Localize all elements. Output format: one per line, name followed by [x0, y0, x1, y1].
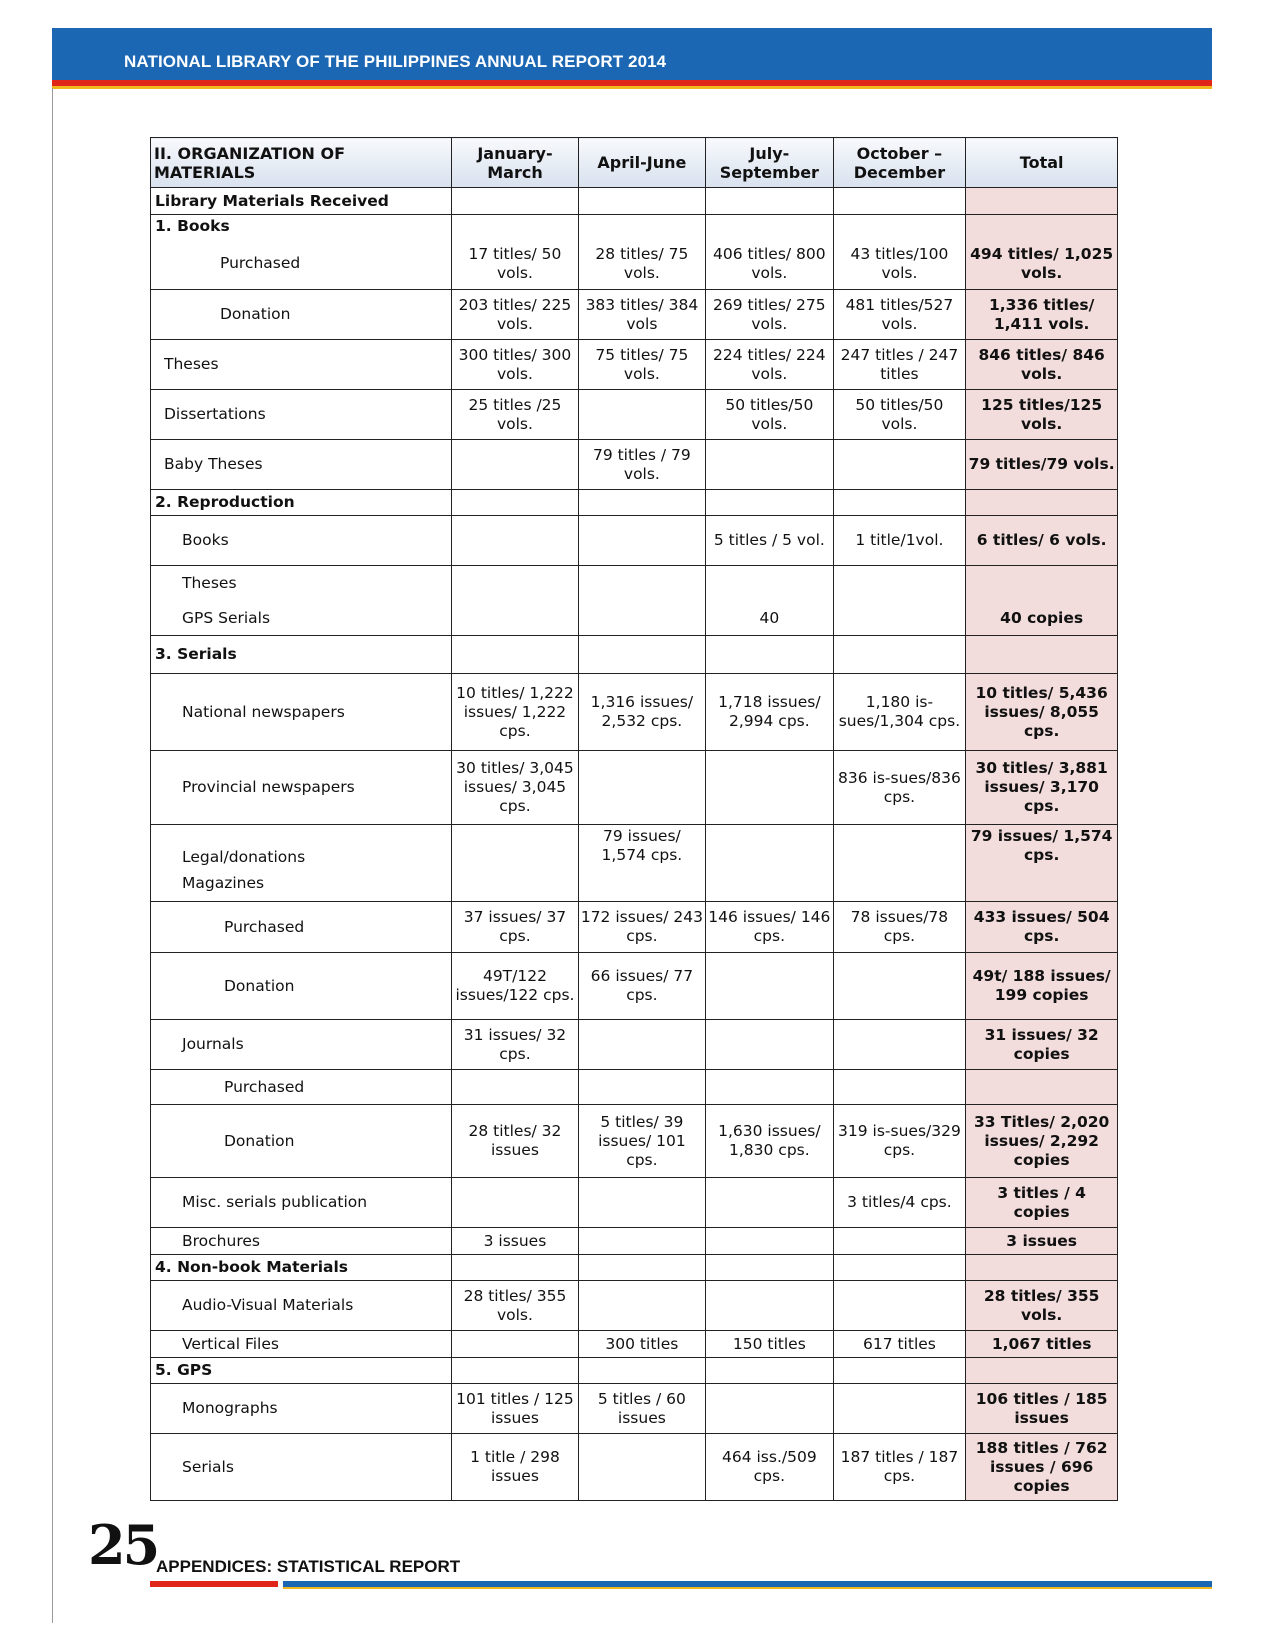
row-label: Legal/donations: [151, 825, 452, 867]
cell: [578, 1228, 705, 1255]
table-row: [151, 1070, 1118, 1105]
row-label: Theses: [151, 340, 452, 390]
table-row: [151, 188, 1118, 215]
cell: [706, 490, 833, 516]
row-label: Books: [151, 516, 452, 566]
table-row: [151, 566, 1118, 602]
total-cell: 33 Titles/ 2,020 issues/ 2,292 copies: [966, 1105, 1118, 1178]
cell: [706, 1255, 833, 1281]
total-cell: 30 titles/ 3,881 issues/ 3,170 cps.: [966, 751, 1118, 825]
cell: 617 titles: [833, 1331, 966, 1358]
table-row: [151, 1358, 1118, 1384]
table-row: [151, 1178, 1118, 1228]
cell: 383 titles/ 384 vols: [578, 290, 705, 340]
cell: 28 titles/ 32 issues: [452, 1105, 578, 1178]
table-row: [151, 953, 1118, 1020]
total-cell: [966, 1358, 1118, 1384]
total-cell: 31 issues/ 32 copies: [966, 1020, 1118, 1070]
cell: [706, 440, 833, 490]
table-row: [151, 1228, 1118, 1255]
cell: 187 titles / 187 cps.: [833, 1434, 966, 1501]
cell: 50 titles/50 vols.: [833, 390, 966, 440]
cell: 1 title/1vol.: [833, 516, 966, 566]
total-cell: 79 titles/79 vols.: [966, 440, 1118, 490]
cell: 464 iss./509 cps.: [706, 1434, 833, 1501]
cell: 3 titles/4 cps.: [833, 1178, 966, 1228]
cell: [833, 490, 966, 516]
cell: [706, 188, 833, 215]
table-row: [151, 636, 1118, 674]
row-label: Journals: [151, 1020, 452, 1070]
total-cell: 125 titles/125 vols.: [966, 390, 1118, 440]
cell: [706, 1281, 833, 1331]
left-margin-rule: [52, 88, 53, 1623]
table-row: [151, 290, 1118, 340]
cell: [578, 751, 705, 825]
cell: 836 is-sues/836 cps.: [833, 751, 966, 825]
footer-gold-stripe: [283, 1587, 1212, 1589]
cell: 1,630 issues/ 1,830 cps.: [706, 1105, 833, 1178]
cell: 28 titles/ 75 vols.: [578, 239, 705, 290]
cell: [452, 825, 578, 867]
cell: [706, 1070, 833, 1105]
cell: [578, 1178, 705, 1228]
row-label: Serials: [151, 1434, 452, 1501]
cell: [578, 1434, 705, 1501]
cell: [578, 636, 705, 674]
row-label: Purchased: [151, 239, 452, 290]
cell: 28 titles/ 355 vols.: [452, 1281, 578, 1331]
cell: [578, 390, 705, 440]
cell: [833, 566, 966, 602]
cell: [833, 215, 966, 239]
total-cell: 3 titles / 4 copies: [966, 1178, 1118, 1228]
statistics-table-wrapper: [150, 137, 1118, 1501]
row-label: Monographs: [151, 1384, 452, 1434]
page-number: 25: [88, 1513, 158, 1577]
cell: 10 titles/ 1,222 issues/ 1,222 cps.: [452, 674, 578, 751]
table-row: [151, 1255, 1118, 1281]
column-header: January-March: [452, 138, 578, 188]
cell: 3 issues: [452, 1228, 578, 1255]
total-cell: [966, 1255, 1118, 1281]
row-label: Donation: [151, 953, 452, 1020]
total-cell: 49t/ 188 issues/ 199 copies: [966, 953, 1118, 1020]
total-cell: [966, 215, 1118, 239]
table-row: [151, 215, 1118, 239]
total-cell: 106 titles / 185 issues: [966, 1384, 1118, 1434]
cell: [578, 867, 705, 902]
cell: 269 titles/ 275 vols.: [706, 290, 833, 340]
cell: [706, 566, 833, 602]
cell: [833, 1228, 966, 1255]
row-label: 1. Books: [151, 215, 452, 239]
table-row: [151, 340, 1118, 390]
cell: 66 issues/ 77 cps.: [578, 953, 705, 1020]
cell: [452, 1255, 578, 1281]
cell: 30 titles/ 3,045 issues/ 3,045 cps.: [452, 751, 578, 825]
cell: [833, 825, 966, 867]
cell: [452, 490, 578, 516]
cell: [578, 566, 705, 602]
report-title: NATIONAL LIBRARY OF THE PHILIPPINES ANNUAL REPORT 2014: [124, 52, 667, 71]
row-label: 2. Reproduction: [151, 490, 452, 516]
table-row: [151, 751, 1118, 825]
cell: 37 issues/ 37 cps.: [452, 902, 578, 953]
row-label: Baby Theses: [151, 440, 452, 490]
cell: 50 titles/50 vols.: [706, 390, 833, 440]
cell: [452, 1070, 578, 1105]
table-row: [151, 825, 1118, 867]
cell: 79 titles / 79 vols.: [578, 440, 705, 490]
cell: [833, 953, 966, 1020]
cell: 49T/122 issues/122 cps.: [452, 953, 578, 1020]
cell: [833, 867, 966, 902]
cell: [706, 825, 833, 867]
cell: [452, 440, 578, 490]
cell: [833, 440, 966, 490]
table-row: [151, 867, 1118, 902]
cell: 319 is-sues/329 cps.: [833, 1105, 966, 1178]
column-header: July-September: [706, 138, 833, 188]
total-cell: [966, 867, 1118, 902]
total-cell: 433 issues/ 504 cps.: [966, 902, 1118, 953]
cell: 1,180 is-sues/1,304 cps.: [833, 674, 966, 751]
cell: [452, 188, 578, 215]
row-label: Magazines: [151, 867, 452, 902]
cell: [833, 1070, 966, 1105]
cell: [452, 516, 578, 566]
cell: 5 titles / 60 issues: [578, 1384, 705, 1434]
cell: [578, 490, 705, 516]
total-cell: 6 titles/ 6 vols.: [966, 516, 1118, 566]
cell: [706, 636, 833, 674]
cell: [833, 1384, 966, 1434]
column-header: II. ORGANIZATION OF MATERIALS: [151, 138, 452, 188]
table-row: [151, 440, 1118, 490]
total-cell: 40 copies: [966, 602, 1118, 636]
cell: [578, 1070, 705, 1105]
total-cell: 3 issues: [966, 1228, 1118, 1255]
column-header: Total: [966, 138, 1118, 188]
row-label: 5. GPS: [151, 1358, 452, 1384]
row-label: Audio-Visual Materials: [151, 1281, 452, 1331]
row-label: Purchased: [151, 1070, 452, 1105]
cell: [706, 1384, 833, 1434]
row-label: Donation: [151, 1105, 452, 1178]
cell: 1 title / 298 issues: [452, 1434, 578, 1501]
row-label: Library Materials Received: [151, 188, 452, 215]
table-row: [151, 1434, 1118, 1501]
cell: [452, 602, 578, 636]
total-cell: 494 titles/ 1,025 vols.: [966, 239, 1118, 290]
cell: 224 titles/ 224 vols.: [706, 340, 833, 390]
row-label: GPS Serials: [151, 602, 452, 636]
table-row: [151, 1384, 1118, 1434]
table-row: [151, 490, 1118, 516]
cell: [706, 1228, 833, 1255]
row-label: Brochures: [151, 1228, 452, 1255]
row-label: National newspapers: [151, 674, 452, 751]
cell: [578, 1255, 705, 1281]
header-gold-stripe: [52, 86, 1212, 89]
cell: [706, 867, 833, 902]
total-cell: 28 titles/ 355 vols.: [966, 1281, 1118, 1331]
cell: [452, 566, 578, 602]
row-label: Donation: [151, 290, 452, 340]
table-row: [151, 1020, 1118, 1070]
column-header: April-June: [578, 138, 705, 188]
cell: [833, 602, 966, 636]
cell: [706, 1020, 833, 1070]
table-row: [151, 390, 1118, 440]
cell: [578, 1020, 705, 1070]
row-label: Misc. serials publication: [151, 1178, 452, 1228]
cell: [452, 1331, 578, 1358]
cell: 1,316 issues/ 2,532 cps.: [578, 674, 705, 751]
total-cell: [966, 490, 1118, 516]
cell: 17 titles/ 50 vols.: [452, 239, 578, 290]
table-row: [151, 902, 1118, 953]
cell: 101 titles / 125 issues: [452, 1384, 578, 1434]
cell: 1,718 issues/ 2,994 cps.: [706, 674, 833, 751]
cell: [833, 1255, 966, 1281]
total-cell: 846 titles/ 846 vols.: [966, 340, 1118, 390]
row-label: Purchased: [151, 902, 452, 953]
cell: 5 titles / 5 vol.: [706, 516, 833, 566]
cell: 31 issues/ 32 cps.: [452, 1020, 578, 1070]
cell: 172 issues/ 243 cps.: [578, 902, 705, 953]
footer-title: APPENDICES: STATISTICAL REPORT: [156, 1557, 461, 1576]
cell: 25 titles /25 vols.: [452, 390, 578, 440]
cell: 75 titles/ 75 vols.: [578, 340, 705, 390]
cell: [706, 953, 833, 1020]
cell: 43 titles/100 vols.: [833, 239, 966, 290]
total-cell: [966, 188, 1118, 215]
cell: [578, 1358, 705, 1384]
cell: [452, 215, 578, 239]
table-row: [151, 674, 1118, 751]
cell: [578, 602, 705, 636]
table-row: [151, 239, 1118, 290]
total-cell: [966, 566, 1118, 602]
table-row: [151, 1331, 1118, 1358]
total-cell: 79 issues/ 1,574 cps.: [966, 825, 1118, 867]
cell: [452, 1358, 578, 1384]
table-row: [151, 1105, 1118, 1178]
cell: 481 titles/527 vols.: [833, 290, 966, 340]
row-label: Dissertations: [151, 390, 452, 440]
cell: [833, 1281, 966, 1331]
row-label: 4. Non-book Materials: [151, 1255, 452, 1281]
cell: 79 issues/ 1,574 cps.: [578, 825, 705, 867]
table-header-row: [151, 138, 1118, 188]
cell: 300 titles/ 300 vols.: [452, 340, 578, 390]
cell: [833, 1358, 966, 1384]
cell: 40: [706, 602, 833, 636]
cell: [706, 751, 833, 825]
cell: [706, 215, 833, 239]
table-row: [151, 1281, 1118, 1331]
total-cell: [966, 636, 1118, 674]
row-label: Theses: [151, 566, 452, 602]
total-cell: 1,336 titles/ 1,411 vols.: [966, 290, 1118, 340]
cell: 203 titles/ 225 vols.: [452, 290, 578, 340]
cell: 5 titles/ 39 issues/ 101 cps.: [578, 1105, 705, 1178]
cell: [578, 1281, 705, 1331]
total-cell: 1,067 titles: [966, 1331, 1118, 1358]
cell: 300 titles: [578, 1331, 705, 1358]
cell: 150 titles: [706, 1331, 833, 1358]
cell: [706, 1358, 833, 1384]
row-label: Vertical Files: [151, 1331, 452, 1358]
cell: [578, 516, 705, 566]
column-header: October – December: [833, 138, 966, 188]
footer-red-stripe: [150, 1581, 278, 1587]
organization-of-materials-table: [150, 137, 1118, 1501]
total-cell: 10 titles/ 5,436 issues/ 8,055 cps.: [966, 674, 1118, 751]
cell: [833, 188, 966, 215]
row-label: 3. Serials: [151, 636, 452, 674]
cell: 406 titles/ 800 vols.: [706, 239, 833, 290]
cell: 146 issues/ 146 cps.: [706, 902, 833, 953]
table-row: [151, 516, 1118, 566]
cell: [452, 867, 578, 902]
total-cell: 188 titles / 762 issues / 696 copies: [966, 1434, 1118, 1501]
row-label: Provincial newspapers: [151, 751, 452, 825]
cell: [833, 1020, 966, 1070]
cell: [706, 1178, 833, 1228]
cell: [452, 636, 578, 674]
cell: 78 issues/78 cps.: [833, 902, 966, 953]
cell: [578, 188, 705, 215]
cell: [578, 215, 705, 239]
cell: [833, 636, 966, 674]
total-cell: [966, 1070, 1118, 1105]
cell: 247 titles / 247 titles: [833, 340, 966, 390]
cell: [452, 1178, 578, 1228]
table-row: [151, 602, 1118, 636]
